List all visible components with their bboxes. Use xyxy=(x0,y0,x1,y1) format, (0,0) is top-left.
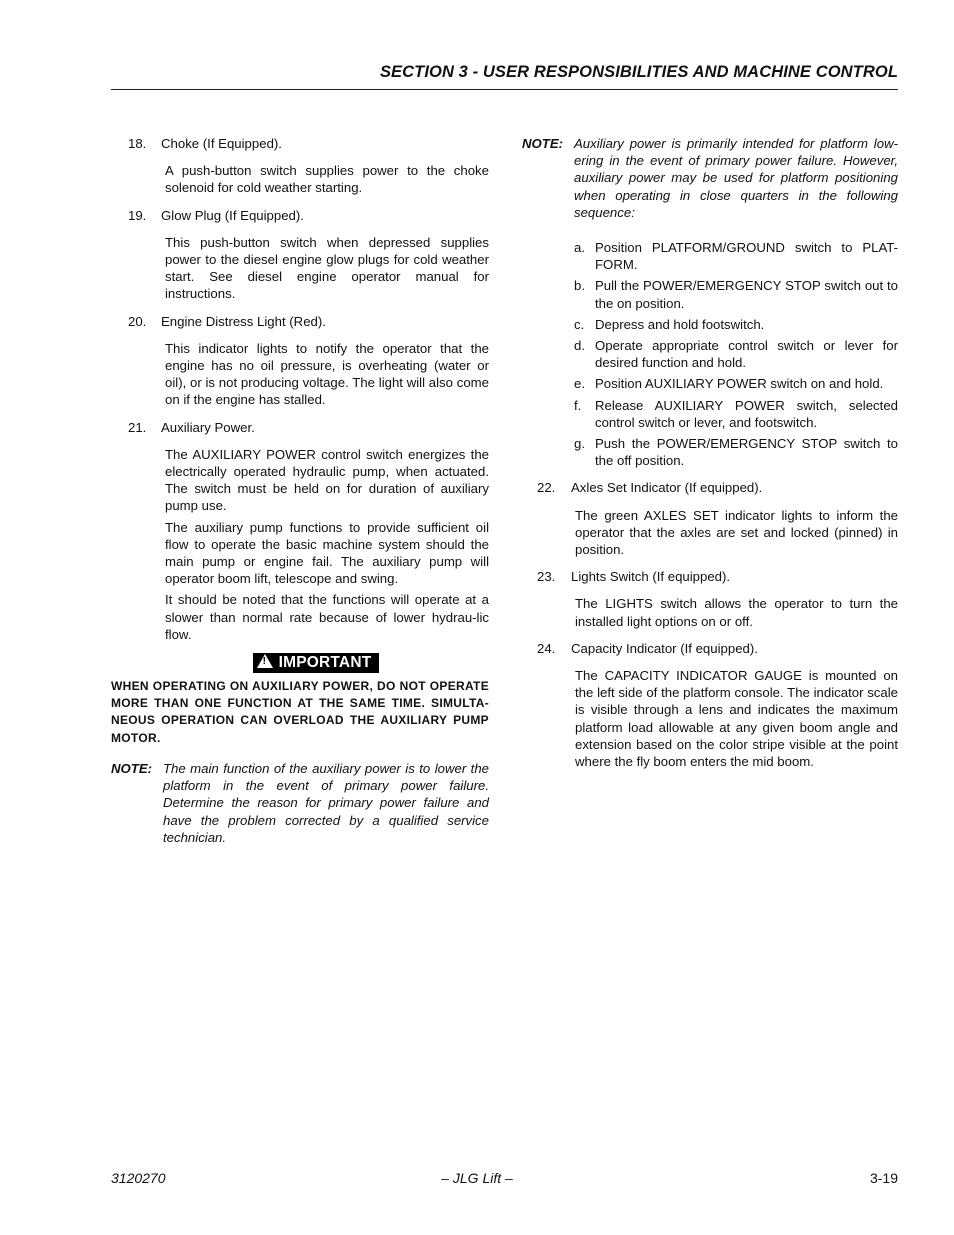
item-paragraph: The CAPACITY INDICATOR GAUGE is mounted on the left side of the platform console. The indicator scale is visible through a lens and indicates the maximum platform load allowable at any given boom angle and extension based on the color stripe visible at the point where the fly boom enters the mid boom. xyxy=(575,668,898,770)
step-a xyxy=(574,239,898,273)
note-auxiliary-main-function xyxy=(111,760,489,846)
item-title: Auxiliary Power. xyxy=(161,419,255,435)
step-text: Position PLATFORM/GROUND switch to PLAT-FORM. xyxy=(595,240,898,273)
step-text: Release AUXILIARY POWER switch, selected control switch or lever, and footswitch. xyxy=(595,397,898,430)
left-column xyxy=(111,135,489,860)
step-d xyxy=(574,337,898,371)
important-text: WHEN OPERATING ON AUXILIARY POWER, DO NOT OPERATE MORE THAN ONE FUNCTION AT THE SAME TIME. SIMULTA-NEOUS OPERATION CAN OVERLOAD THE AUXILIARY PUMP MOTOR. xyxy=(111,679,489,745)
item-number: 21. xyxy=(128,419,147,435)
header-rule xyxy=(111,89,898,90)
step-c xyxy=(574,316,898,333)
item-number: 22. xyxy=(537,480,556,496)
step-e xyxy=(574,375,898,392)
item-19 xyxy=(111,207,489,224)
note-text: Auxiliary power is primarily intended for platform low-ering in the event of primary power failure. However, auxiliary power may be used for platform positioning when operating in close quarters in the following sequence: xyxy=(574,136,898,220)
footer-publisher: – JLG Lift – xyxy=(441,1170,513,1186)
item-20 xyxy=(111,313,489,330)
item-number: 20. xyxy=(128,313,147,329)
step-text: Depress and hold footswitch. xyxy=(595,316,765,332)
step-f xyxy=(574,397,898,431)
step-letter: e. xyxy=(574,376,585,392)
step-letter: a. xyxy=(574,240,585,256)
item-paragraph: The green AXLES SET indicator lights to inform the operator that the axles are set and locked (pinned) in position. xyxy=(575,507,898,558)
important-callout xyxy=(111,653,489,673)
step-text: Push the POWER/EMERGENCY STOP switch to the off position. xyxy=(595,436,898,469)
step-b xyxy=(574,277,898,311)
item-paragraph: The auxiliary pump functions to provide sufficient oil flow to operate the basic machine system should the main pump or engine fail. The auxiliary pump will operator boom lift, telescope and swing. xyxy=(165,519,489,587)
step-letter: f. xyxy=(574,397,582,413)
note-label: NOTE: xyxy=(522,136,564,151)
item-18 xyxy=(111,135,489,152)
step-g xyxy=(574,435,898,469)
step-letter: d. xyxy=(574,338,585,354)
right-column xyxy=(522,135,898,780)
item-paragraph: This indicator lights to notify the operator that the engine has no oil pressure, is overheating (water or oil), or is not producing voltage. The light will also come on if the engine has stalled. xyxy=(165,340,489,408)
footer-document-number: 3120270 xyxy=(111,1170,166,1186)
item-title: Capacity Indicator (If equipped). xyxy=(571,640,758,656)
step-letter: c. xyxy=(574,316,585,332)
item-number: 23. xyxy=(537,569,556,585)
sequence-steps xyxy=(522,239,898,469)
header-title: SECTION 3 - USER RESPONSIBILITIES AND MACHINE CONTROL xyxy=(379,63,898,81)
important-badge-label: IMPORTANT xyxy=(278,654,372,672)
item-title: Glow Plug (If Equipped). xyxy=(161,207,304,223)
note-label: NOTE: xyxy=(111,760,153,776)
footer-page-number: 3-19 xyxy=(869,1170,898,1186)
step-text: Operate appropriate control switch or lever for desired function and hold. xyxy=(595,338,898,371)
item-title: Choke (If Equipped). xyxy=(161,136,282,151)
item-paragraph: A push-button switch supplies power to the choke solenoid for cold weather starting. xyxy=(165,163,489,196)
item-number: 19. xyxy=(128,207,147,223)
item-paragraph: The AUXILIARY POWER control switch energizes the electrically operated hydraulic pump, when actuated. The switch must be held on for duration of auxiliary pump use. xyxy=(165,446,489,514)
item-title: Lights Switch (If equipped). xyxy=(571,569,731,585)
warning-icon: ! xyxy=(257,654,273,668)
item-22 xyxy=(522,479,898,496)
item-title: Axles Set Indicator (If equipped). xyxy=(571,480,763,496)
item-number: 24. xyxy=(537,640,556,656)
item-24 xyxy=(522,640,898,657)
step-letter: b. xyxy=(574,278,585,294)
item-paragraph: This push-button switch when depressed supplies power to the diesel engine glow plugs for cold weather start. See diesel engine operator manual for instructions. xyxy=(165,234,489,302)
note-text: The main function of the auxiliary power is to lower the platform in the event of primary power failure. Determine the reason for primary power failure and have the problem corrected by a qualified service technician. xyxy=(163,760,489,845)
item-number: 18. xyxy=(128,136,147,151)
item-title: Engine Distress Light (Red). xyxy=(161,313,326,329)
step-letter: g. xyxy=(574,436,585,452)
item-paragraph: The LIGHTS switch allows the operator to turn the installed light options on or off. xyxy=(575,596,898,629)
item-21 xyxy=(111,419,489,436)
important-badge xyxy=(253,653,380,673)
step-text: Pull the POWER/EMERGENCY STOP switch out to the on position. xyxy=(595,278,898,311)
item-paragraph: It should be noted that the functions will operate at a slower than normal rate because of lower hydrau-lic flow. xyxy=(165,592,489,642)
item-23 xyxy=(522,568,898,585)
note-auxiliary-sequence xyxy=(522,135,898,221)
step-text: Position AUXILIARY POWER switch on and hold. xyxy=(595,376,884,392)
